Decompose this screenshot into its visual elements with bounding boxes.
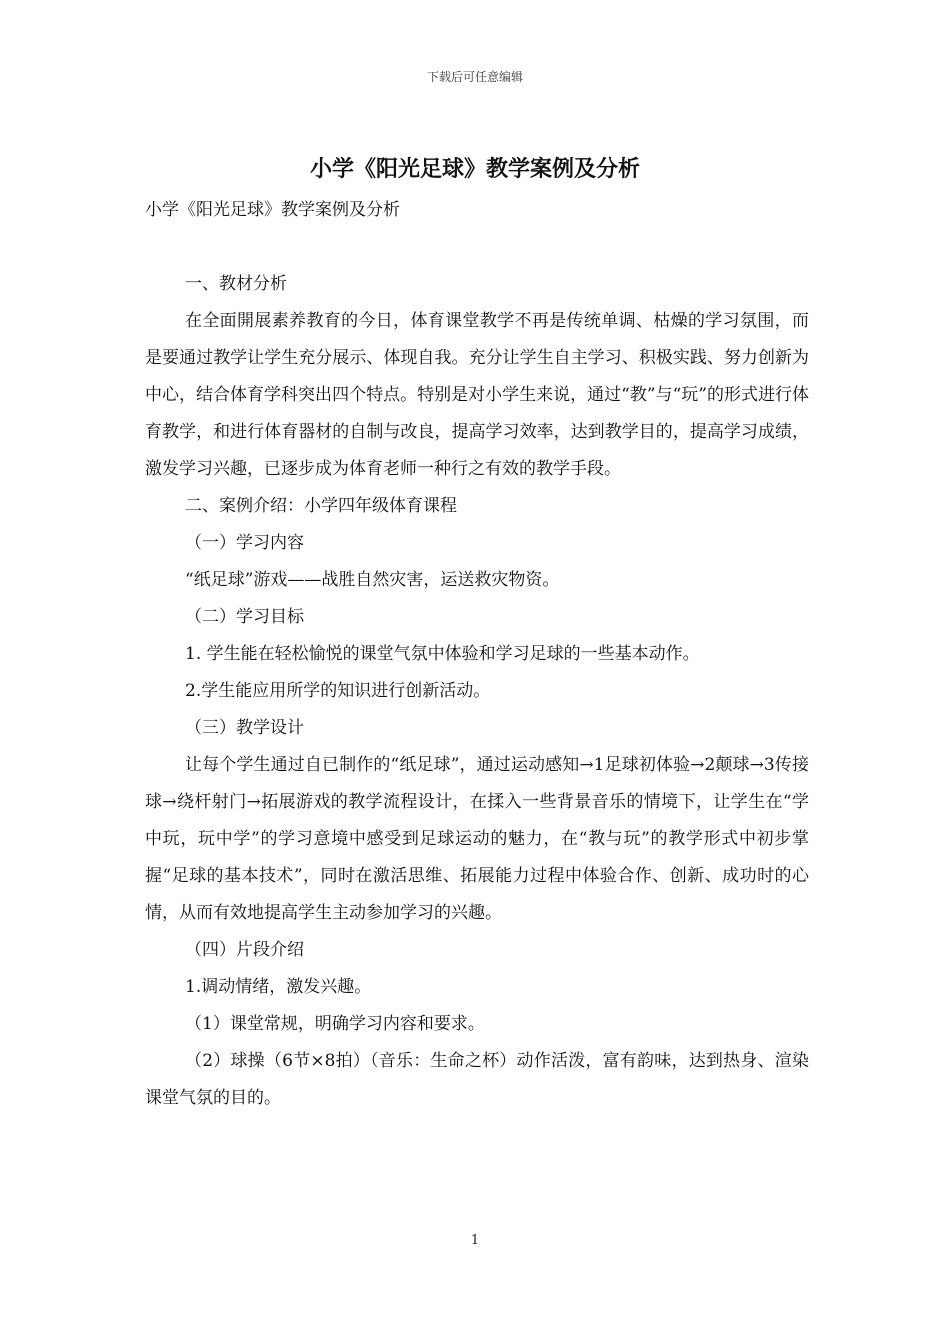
segment-subitem-1: （1）课堂常规，明确学习内容和要求。	[185, 1014, 485, 1034]
segment-subitem-2: （2）球操（6节×8拍）（音乐：生命之杯）动作活泼，富有韵味，达到热身、渲染课堂气氛的目的。	[145, 1051, 809, 1108]
subheading-learning-content: （一）学习内容	[185, 533, 304, 553]
subheading-segment-introduction: （四）片段介绍	[185, 940, 304, 960]
page-header-note: 下载后可任意编辑	[426, 70, 523, 84]
paragraph-teaching-design: 让每个学生通过自已制作的“纸足球”，通过运动感知→1足球初体验→2颠球→3传接球→绕杆射门→拓展游戏的教学流程设计，在揉入一些背景音乐的情境下，让学生在“学中玩，玩中学”的学习意境中感受到足球运动的魅力，在“教与玩”的教学形式中初步掌握“足球的基本技术”，同时在激活思维、拓展能力过程中体验合作、创新、成功时的心情，从而有效地提高学生主动参加学习的兴趣。	[145, 755, 809, 923]
document-subtitle: 小学《阳光足球》教学案例及分析	[145, 200, 400, 220]
subheading-teaching-design: （三）教学设计	[185, 718, 304, 738]
objective-item-2: 2.学生能应用所学的知识进行创新活动。	[185, 681, 491, 701]
subheading-learning-objectives: （二）学习目标	[185, 607, 304, 627]
objective-item-1: 1. 学生能在轻松愉悦的课堂气氛中体验和学习足球的一些基本动作。	[185, 644, 700, 664]
segment-item-1: 1.调动情绪，激发兴趣。	[185, 977, 372, 997]
document-body	[145, 192, 809, 1117]
document-title: 小学《阳光足球》教学案例及分析	[309, 157, 640, 182]
section-heading-textbook-analysis: 一、教材分析	[185, 274, 287, 294]
page-number: 1	[470, 1233, 480, 1248]
paragraph-textbook-analysis: 在全面開展素养教育的今日，体育课堂教学不再是传统单调、枯燥的学习氛围，而是要通过教学让学生充分展示、体现自我。充分让学生自主学习、积极实践、努力创新为中心，结合体育学科突出四个特点。特别是对小学生来说，通过“教”与“玩”的形式进行体育教学，和进行体育器材的自制与改良，提高学习效率，达到教学目的，提高学习成绩，激发学习兴趣，已逐步成为体育老师一种行之有效的教学手段。	[145, 311, 809, 479]
section-heading-case-introduction: 二、案例介绍：小学四年级体育课程	[185, 496, 457, 516]
blank-line	[145, 229, 809, 266]
paragraph-learning-content: “纸足球”游戏——战胜自然灾害，运送救灾物资。	[185, 570, 560, 590]
